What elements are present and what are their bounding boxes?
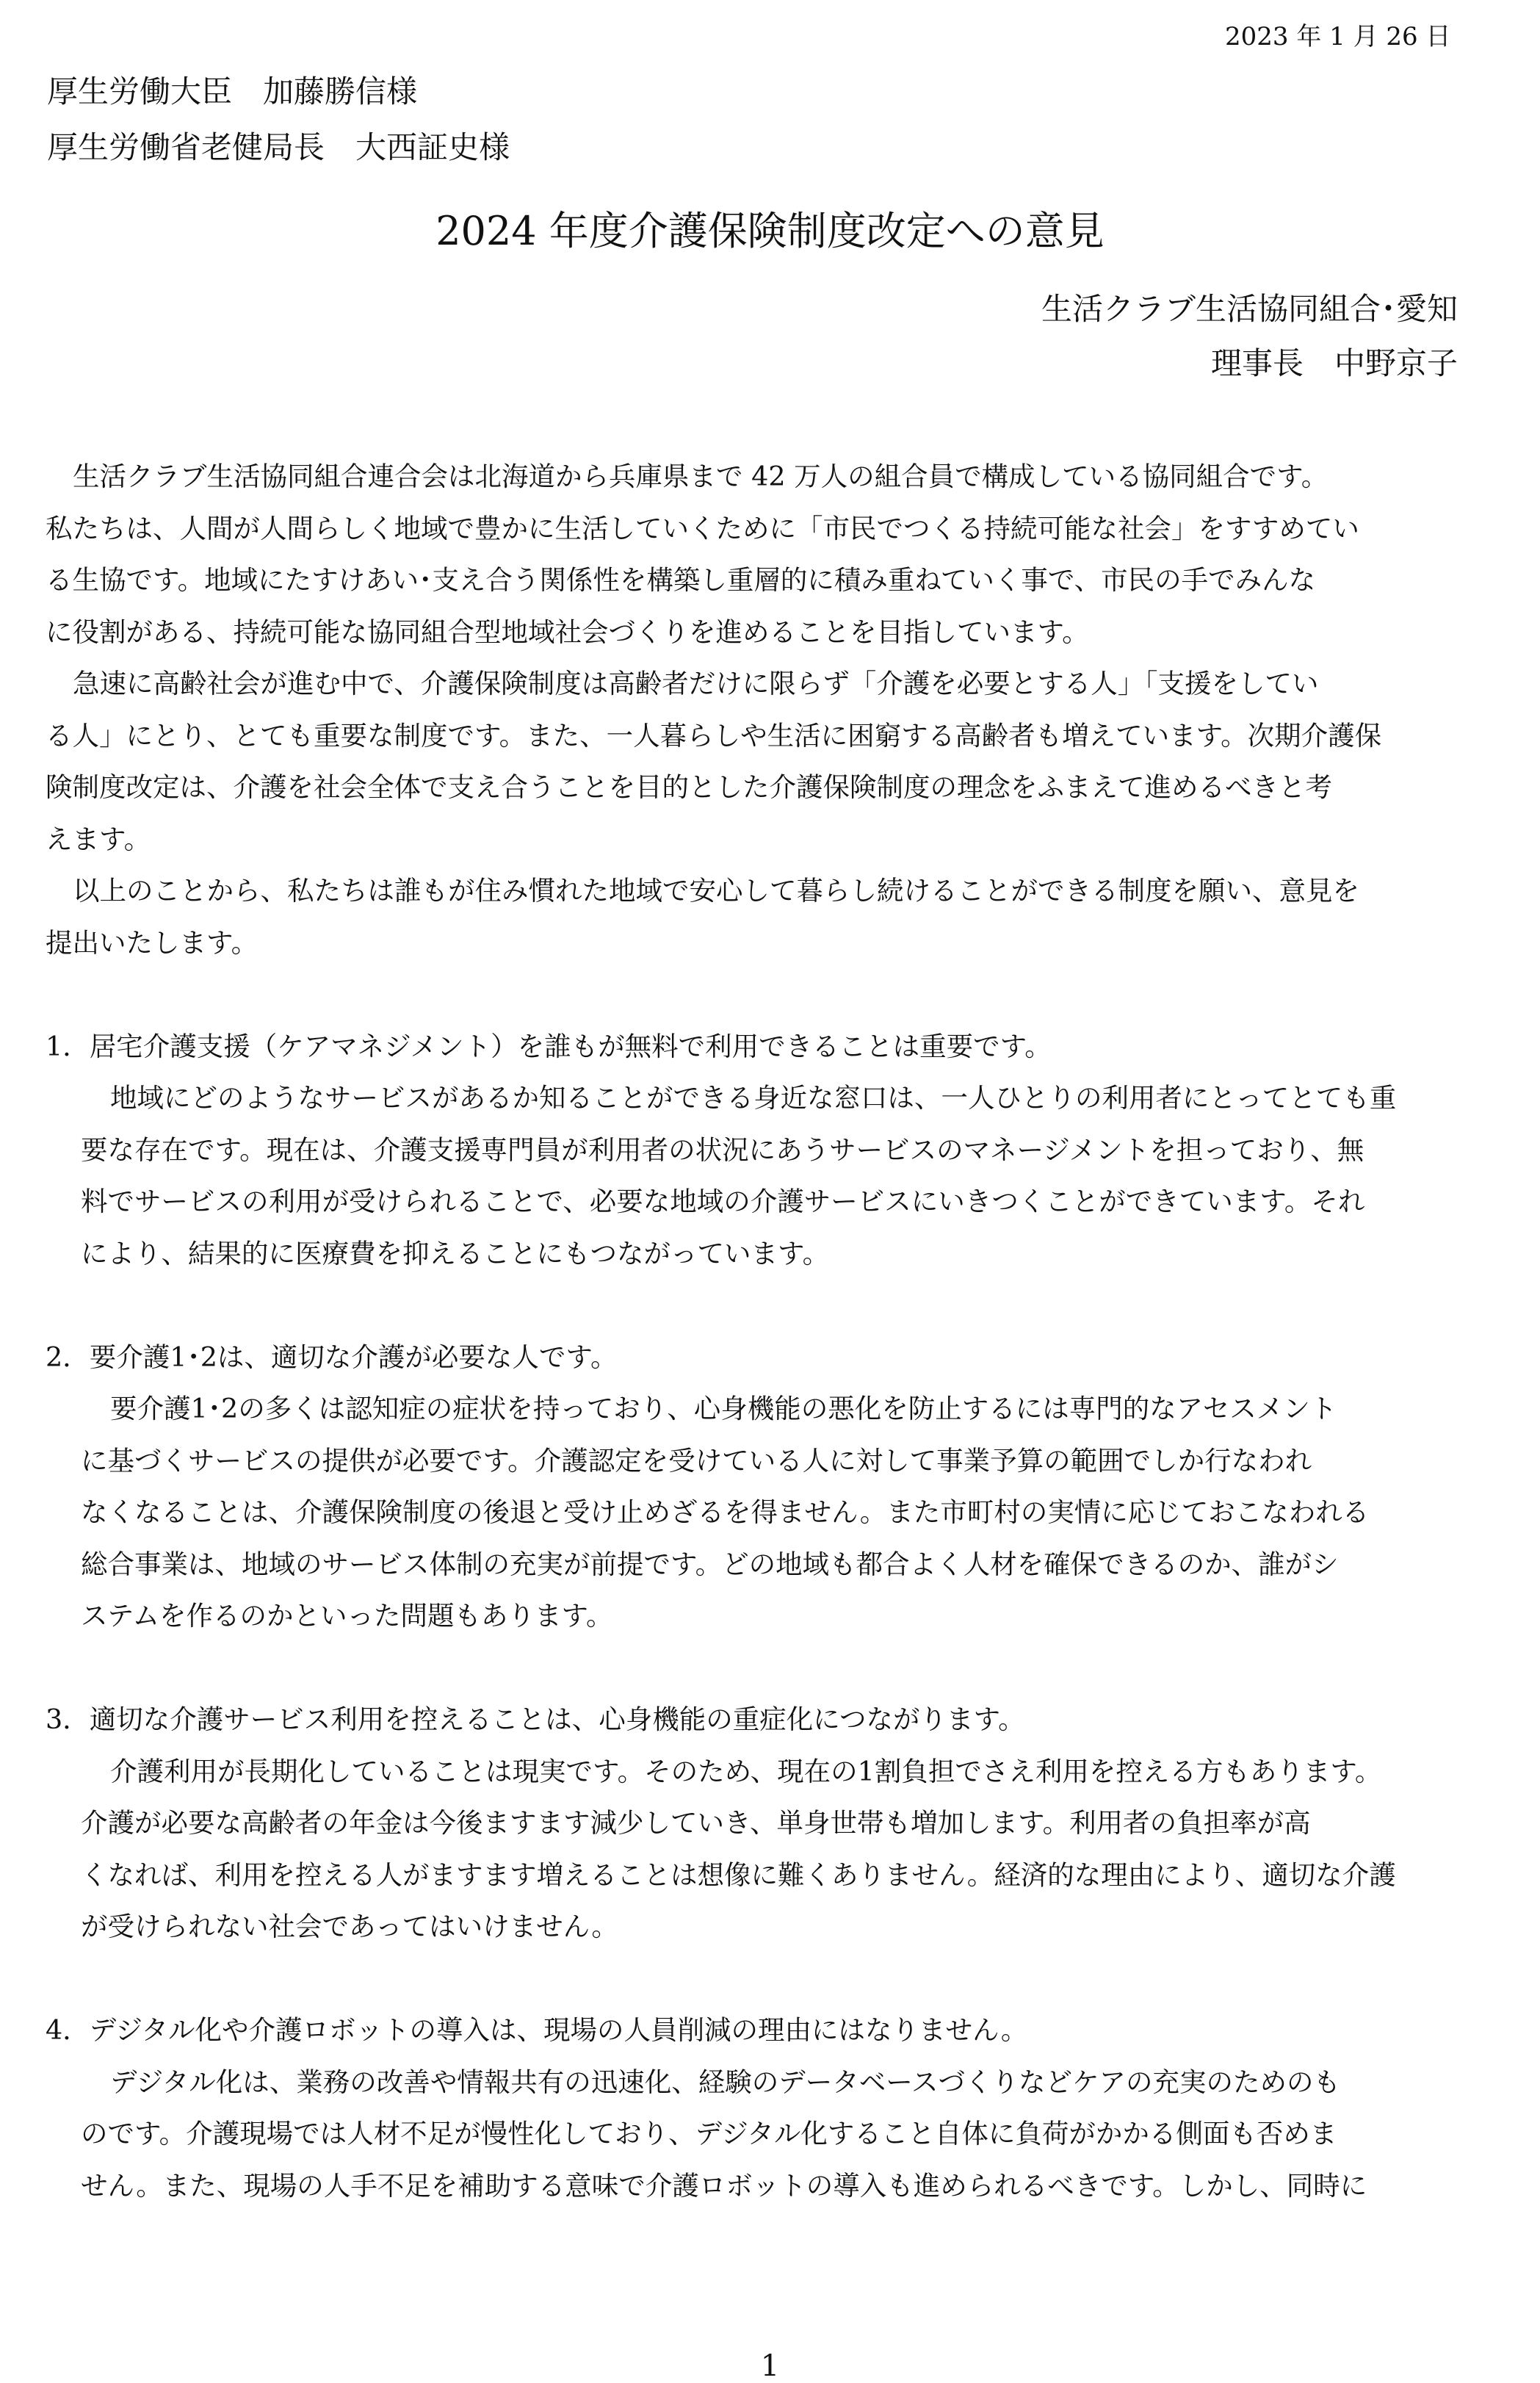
section-line: なくなることは、介護保険制度の後退と受け止めざるを得ません。また市町村の実情に応じておこなわれる (81, 1496, 1370, 1528)
sender-organization: 生活クラブ生活協同組合･愛知 (1041, 291, 1458, 327)
recipient-minister: 厚生労働大臣 加藤勝信様 (47, 73, 418, 109)
intro-line: 私たちは、人間が人間らしく地域で豊かに生活していくために「市民でつくる持続可能な社会」をすすめてい (46, 512, 1359, 544)
section-line: 介護が必要な高齢者の年金は今後ますます減少していき、単身世帯も増加します。利用者の負担率が高 (81, 1807, 1311, 1839)
section-line: 介護利用が長期化していることは現実です。そのため、現在の1割負担でさえ利用を控える方もあります。 (110, 1755, 1382, 1787)
intro-line: 急速に高齢社会が進む中で、介護保険制度は高齢者だけに限らず「介護を必要とする人」「支援をしてい (73, 668, 1319, 699)
section-line: 総合事業は、地域のサービス体制の充実が前提です。どの地域も都合よく人材を確保できるのか、誰がシ (81, 1548, 1339, 1580)
intro-line: 生活クラブ生活協同組合連合会は北海道から兵庫県まで 42 万人の組合員で構成している協同組合です。 (73, 461, 1328, 492)
section-line: ステムを作るのかといった問題もあります。 (81, 1600, 613, 1632)
recipient-director: 厚生労働省老健局長 大西証史様 (47, 129, 510, 165)
intro-line: る人」にとり、とても重要な制度です。また、一人暮らしや生活に困窮する高齢者も増えています。次期介護保 (46, 719, 1382, 751)
section-line: のです。介護現場では人材不足が慢性化しており、デジタル化すること自体に負荷がかかる側面も否めま (81, 2118, 1337, 2149)
intro-line: えます。 (46, 823, 151, 855)
section-line: くなれば、利用を控える人がますます増えることは想像に難くありません。経済的な理由により、適切な介護 (81, 1859, 1396, 1891)
section-heading: 4．デジタル化や介護ロボットの導入は、現場の人員削減の理由にはなりません。 (46, 2014, 1028, 2046)
section-line: 料でサービスの利用が受けられることで、必要な地域の介護サービスにいきつくことができています。それ (81, 1186, 1365, 1217)
sender-representative: 理事長 中野京子 (1210, 345, 1458, 381)
section-heading: 3．適切な介護サービス利用を控えることは、心身機能の重症化につながります。 (46, 1704, 1025, 1735)
document-date: 2023 年 1 月 26 日 (1225, 22, 1451, 51)
intro-line: 提出いたします。 (46, 926, 259, 959)
intro-line: 険制度改定は、介護を社会全体で支え合うことを目的とした介護保険制度の理念をふまえて進めるべきと考 (46, 771, 1332, 803)
section-line: デジタル化は、業務の改善や情報共有の迅速化、経験のデータベースづくりなどケアの充実のためのも (110, 2066, 1340, 2098)
section-line: により、結果的に医療費を抑えることにもつながっています。 (81, 1237, 830, 1269)
section-line: が受けられない社会であってはいけません。 (81, 1911, 618, 1942)
section-line: せん。また、現場の人手不足を補助する意味で介護ロボットの導入も進められるべきです。しかし、同時に (81, 2169, 1367, 2202)
section-line: 地域にどのようなサービスがあるか知ることができる身近な窓口は、一人ひとりの利用者にとってとても重 (110, 1082, 1397, 1114)
intro-line: る生協です。地域にたすけあい･支え合う関係性を構築し重層的に積み重ねていく事で、市民の手でみんな (46, 564, 1316, 596)
intro-line: 以上のことから、私たちは誰もが住み慣れた地域で安心して暮らし続けることができる制度を願い、意見を (73, 875, 1359, 906)
document-title: 2024 年度介護保険制度改定への意見 (435, 208, 1105, 254)
section-heading: 2．要介護1･2は、適切な介護が必要な人です。 (46, 1341, 618, 1373)
section-line: 要な存在です。現在は、介護支援専門員が利用者の状況にあうサービスのマネージメントを担っており、無 (81, 1133, 1364, 1166)
page-number: 1 (760, 2349, 780, 2383)
document-body (46, 451, 1492, 2212)
section-heading: 1．居宅介護支援（ケアマネジメント）を誰もが無料で利用できることは重要です。 (46, 1030, 1052, 1062)
intro-line: に役割がある、持続可能な協同組合型地域社会づくりを進めることを目指しています。 (46, 616, 1089, 648)
section-line: 要介護1･2の多くは認知症の症状を持っており、心身機能の悪化を防止するには専門的なアセスメント (110, 1393, 1337, 1424)
section-line: に基づくサービスの提供が必要です。介護認定を受けている人に対して事業予算の範囲でしか行なわれ (81, 1444, 1312, 1477)
